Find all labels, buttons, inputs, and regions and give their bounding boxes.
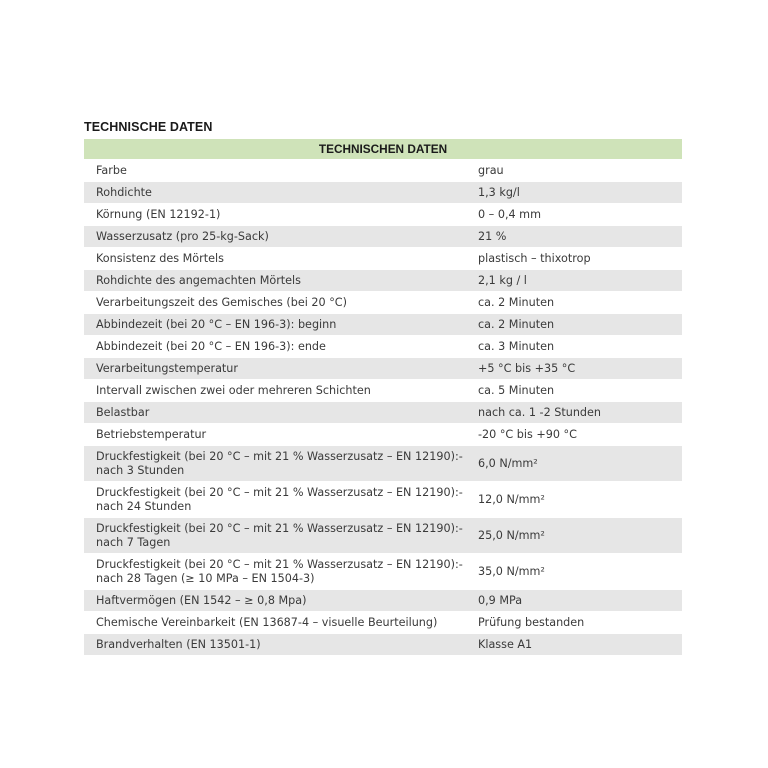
table-header: TECHNISCHEN DATEN (84, 139, 682, 160)
value-cell: 35,0 N/mm² (464, 554, 682, 590)
table-row (84, 424, 682, 446)
table-row (84, 248, 682, 270)
value-cell: grau (464, 160, 682, 182)
table-row (84, 314, 682, 336)
table-body (84, 160, 682, 656)
table-row (84, 590, 682, 612)
value-cell: 0,9 MPa (464, 590, 682, 612)
table-row (84, 270, 682, 292)
property-cell: Haftvermögen (EN 1542 – ≥ 0,8 Mpa) (84, 590, 464, 612)
property-cell: Konsistenz des Mörtels (84, 248, 464, 270)
property-line-2: nach 28 Tagen (≥ 10 MPa – EN 1504-3) (96, 571, 315, 585)
value-cell: plastisch – thixotrop (464, 248, 682, 270)
value-cell: 6,0 N/mm² (464, 446, 682, 482)
property-cell: Belastbar (84, 402, 464, 424)
value-cell: 12,0 N/mm² (464, 482, 682, 518)
table-row (84, 402, 682, 424)
property-line-2: nach 7 Tagen (96, 535, 171, 549)
property-cell: Brandverhalten (EN 13501-1) (84, 634, 464, 656)
table-row (84, 634, 682, 656)
property-cell: Rohdichte (84, 182, 464, 204)
property-cell (84, 446, 464, 482)
table-row (84, 226, 682, 248)
value-cell: ca. 2 Minuten (464, 292, 682, 314)
property-cell (84, 518, 464, 554)
table-row (84, 204, 682, 226)
value-cell: 0 – 0,4 mm (464, 204, 682, 226)
property-line-1: Druckfestigkeit (bei 20 °C – mit 21 % Wasserzusatz – EN 12190):- (96, 485, 463, 499)
table-row (84, 554, 682, 590)
property-cell: Abbindezeit (bei 20 °C – EN 196-3): beginn (84, 314, 464, 336)
property-cell: Verarbeitungszeit des Gemisches (bei 20 °C) (84, 292, 464, 314)
value-cell: 25,0 N/mm² (464, 518, 682, 554)
property-cell: Farbe (84, 160, 464, 182)
value-cell: Prüfung bestanden (464, 612, 682, 634)
value-cell: 21 % (464, 226, 682, 248)
property-cell (84, 482, 464, 518)
property-cell: Abbindezeit (bei 20 °C – EN 196-3): ende (84, 336, 464, 358)
table-row (84, 380, 682, 402)
table-header-row (84, 139, 682, 160)
property-cell: Betriebstemperatur (84, 424, 464, 446)
property-cell: Körnung (EN 12192-1) (84, 204, 464, 226)
value-cell: nach ca. 1 -2 Stunden (464, 402, 682, 424)
table-row (84, 446, 682, 482)
value-cell: -20 °C bis +90 °C (464, 424, 682, 446)
property-line-1: Druckfestigkeit (bei 20 °C – mit 21 % Wasserzusatz – EN 12190):- (96, 557, 463, 571)
value-cell: Klasse A1 (464, 634, 682, 656)
table-row (84, 518, 682, 554)
table-row (84, 292, 682, 314)
table-row (84, 358, 682, 380)
section-heading: TECHNISCHE DATEN (84, 120, 213, 134)
property-cell: Intervall zwischen zwei oder mehreren Schichten (84, 380, 464, 402)
table-row (84, 612, 682, 634)
value-cell: ca. 2 Minuten (464, 314, 682, 336)
property-cell: Verarbeitungstemperatur (84, 358, 464, 380)
property-cell: Wasserzusatz (pro 25-kg-Sack) (84, 226, 464, 248)
property-cell (84, 554, 464, 590)
property-line-2: nach 3 Stunden (96, 463, 185, 477)
table-row (84, 160, 682, 182)
property-line-2: nach 24 Stunden (96, 499, 192, 513)
table-row (84, 482, 682, 518)
property-cell: Chemische Vereinbarkeit (EN 13687-4 – visuelle Beurteilung) (84, 612, 464, 634)
property-line-1: Druckfestigkeit (bei 20 °C – mit 21 % Wasserzusatz – EN 12190):- (96, 521, 463, 535)
property-cell: Rohdichte des angemachten Mörtels (84, 270, 464, 292)
value-cell: ca. 5 Minuten (464, 380, 682, 402)
property-line-1: Druckfestigkeit (bei 20 °C – mit 21 % Wasserzusatz – EN 12190):- (96, 449, 463, 463)
value-cell: ca. 3 Minuten (464, 336, 682, 358)
table-row (84, 336, 682, 358)
value-cell: 1,3 kg/l (464, 182, 682, 204)
value-cell: +5 °C bis +35 °C (464, 358, 682, 380)
value-cell: 2,1 kg / l (464, 270, 682, 292)
table-row (84, 182, 682, 204)
technical-data-table (84, 139, 682, 656)
